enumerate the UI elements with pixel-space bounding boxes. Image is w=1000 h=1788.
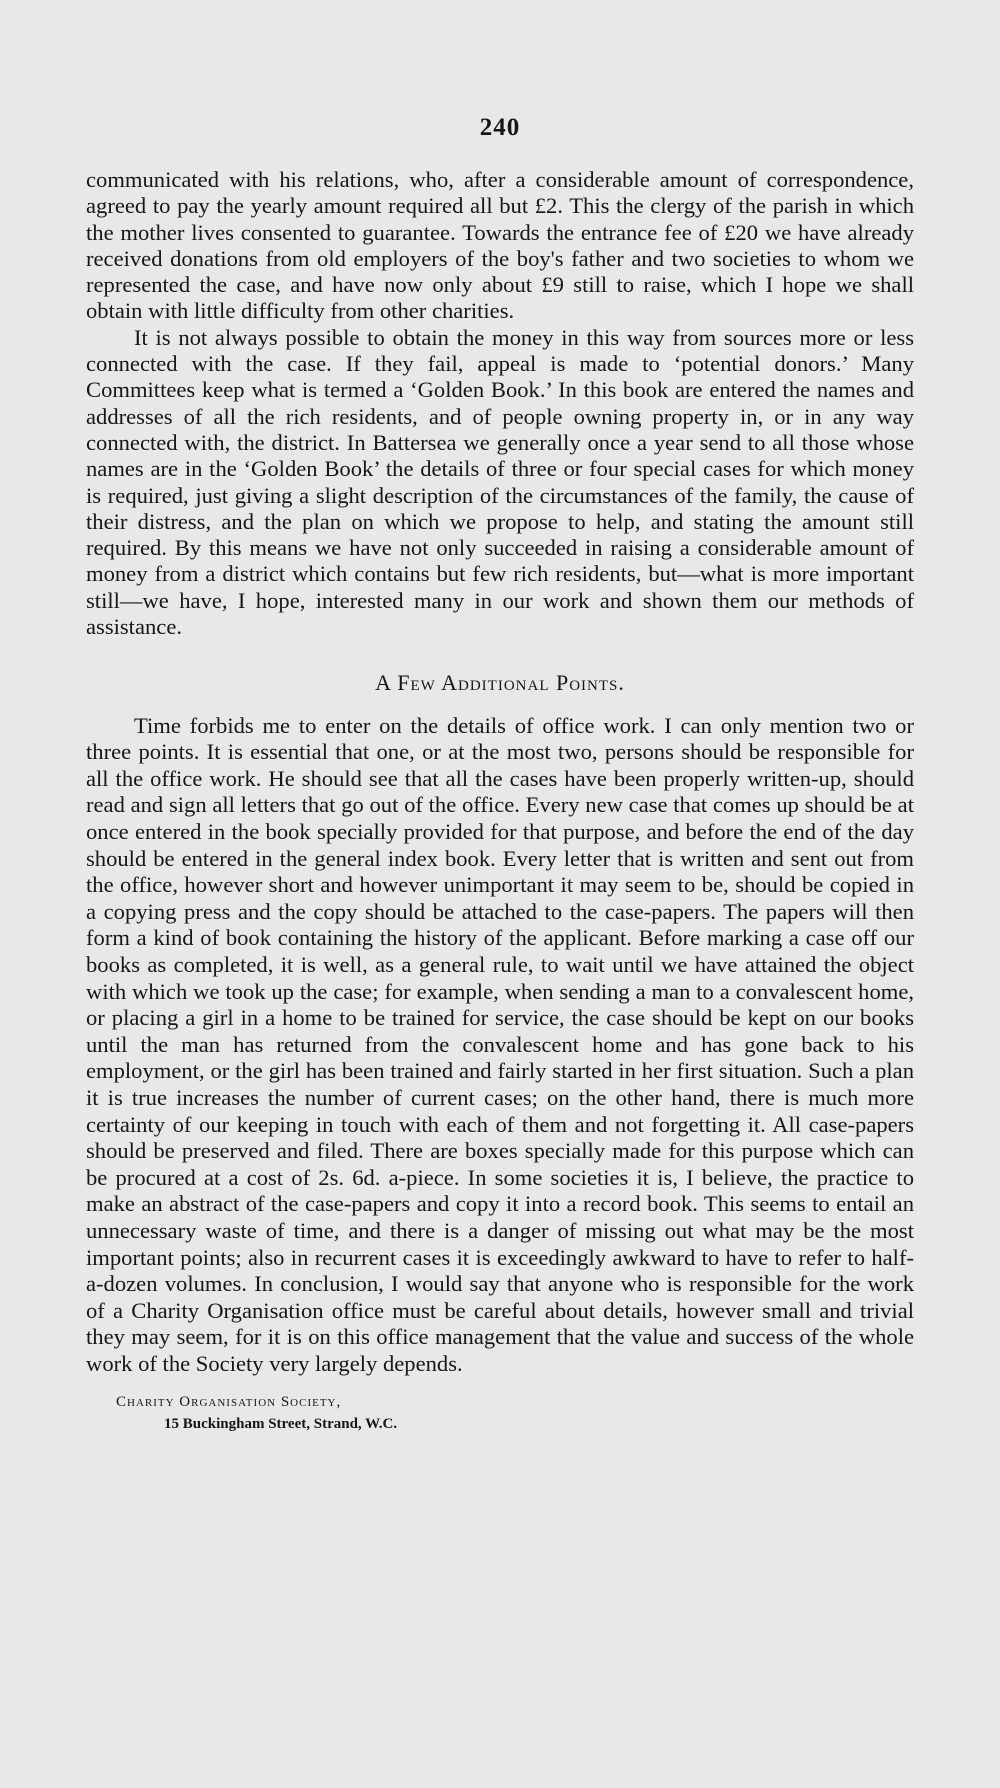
paragraph-golden-book: It is not always possible to obtain the money in this way from sources more or less connected with the case. If they fail, appeal is made to ‘potential donors.’ Many Committees keep what is termed a ‘Golden Book.’ In this book are entered the names and addresses of all the rich residents, and of people owning property in, or in any way connected with, the district. In Battersea we generally once a year send to all those whose names are in the ‘Golden Book’ the details of three or four special cases for which money is required, just giving a slight description of the circumstances of the family, the cause of their distress, and the plan on which we propose to help, and stating the amount still required. By this means we have not only succeeded in raising a considerable amount of money from a district which contains but few rich residents, but—what is more important still—we have, I hope, interested many in our work and shown them our methods of assistance.	[86, 324, 914, 640]
page-number: 240	[479, 114, 521, 141]
signature-address: 15 Buckingham Street, Strand, W.C.	[164, 1416, 398, 1433]
section-heading: A Few Additional Points.	[375, 670, 625, 696]
paragraph-office-work: Time forbids me to enter on the details of office work. I can only mention two or three points. It is essential that one, or at the most two, persons should be responsible for all the office work. He should see that all the cases have been properly written-up, should read and sign all letters that go out of the office. Every new case that comes up should be at once entered in the book specially provided for that purpose, and before the end of the day should be entered in the general index book. Every letter that is written and sent out from the office, however short and however unimportant it may seem to be, should be copied in a copying press and the copy should be attached to the case-papers. The papers will then form a kind of book containing the history of the applicant. Before marking a case off our books as completed, it is well, as a general rule, to wait until we have attained the object with which we took up the case; for example, when sending a man to a convalescent home, or placing a girl in a home to be trained for service, the case should be kept on our books until the man has returned from the convalescent home and has gone back to his employment, or the girl has been trained and fairly started in her first situation. Such a plan it is true increases the number of current cases; on the other hand, there is much more certainty of our keeping in touch with each of them and not forgetting it. All case-papers should be preserved and filed. There are boxes specially made for this purpose which can be procured at a cost of 2s. 6d. a-piece. In some societies it is, I believe, the practice to make an abstract of the case-papers and copy it into a record book. This seems to entail an unnecessary waste of time, and there is a danger of missing out what may be the most important points; also in recurrent cases it is exceedingly awkward to have to refer to half-a-dozen volumes. In conclusion, I would say that anyone who is responsible for the work of a Charity Organisation office must be careful about details, however small and trivial they may seem, for it is on this office management that the value and success of the whole work of the Society very largely depends.	[86, 712, 914, 1376]
signature-block	[86, 1391, 914, 1435]
body-text	[86, 167, 914, 1435]
signature-organisation: Charity Organisation Society,	[116, 1394, 342, 1411]
paragraph-continued: communicated with his relations, who, after a considerable amount of correspondence, agreed to pay the yearly amount required all but £2. This the clergy of the parish in which the mother lives consented to guarantee. Towards the entrance fee of £20 we have already received donations from old employers of the boy's father and two societies to whom we represented the case, and have now only about £9 still to raise, which I hope we shall obtain with little difficulty from other charities.	[86, 167, 914, 324]
